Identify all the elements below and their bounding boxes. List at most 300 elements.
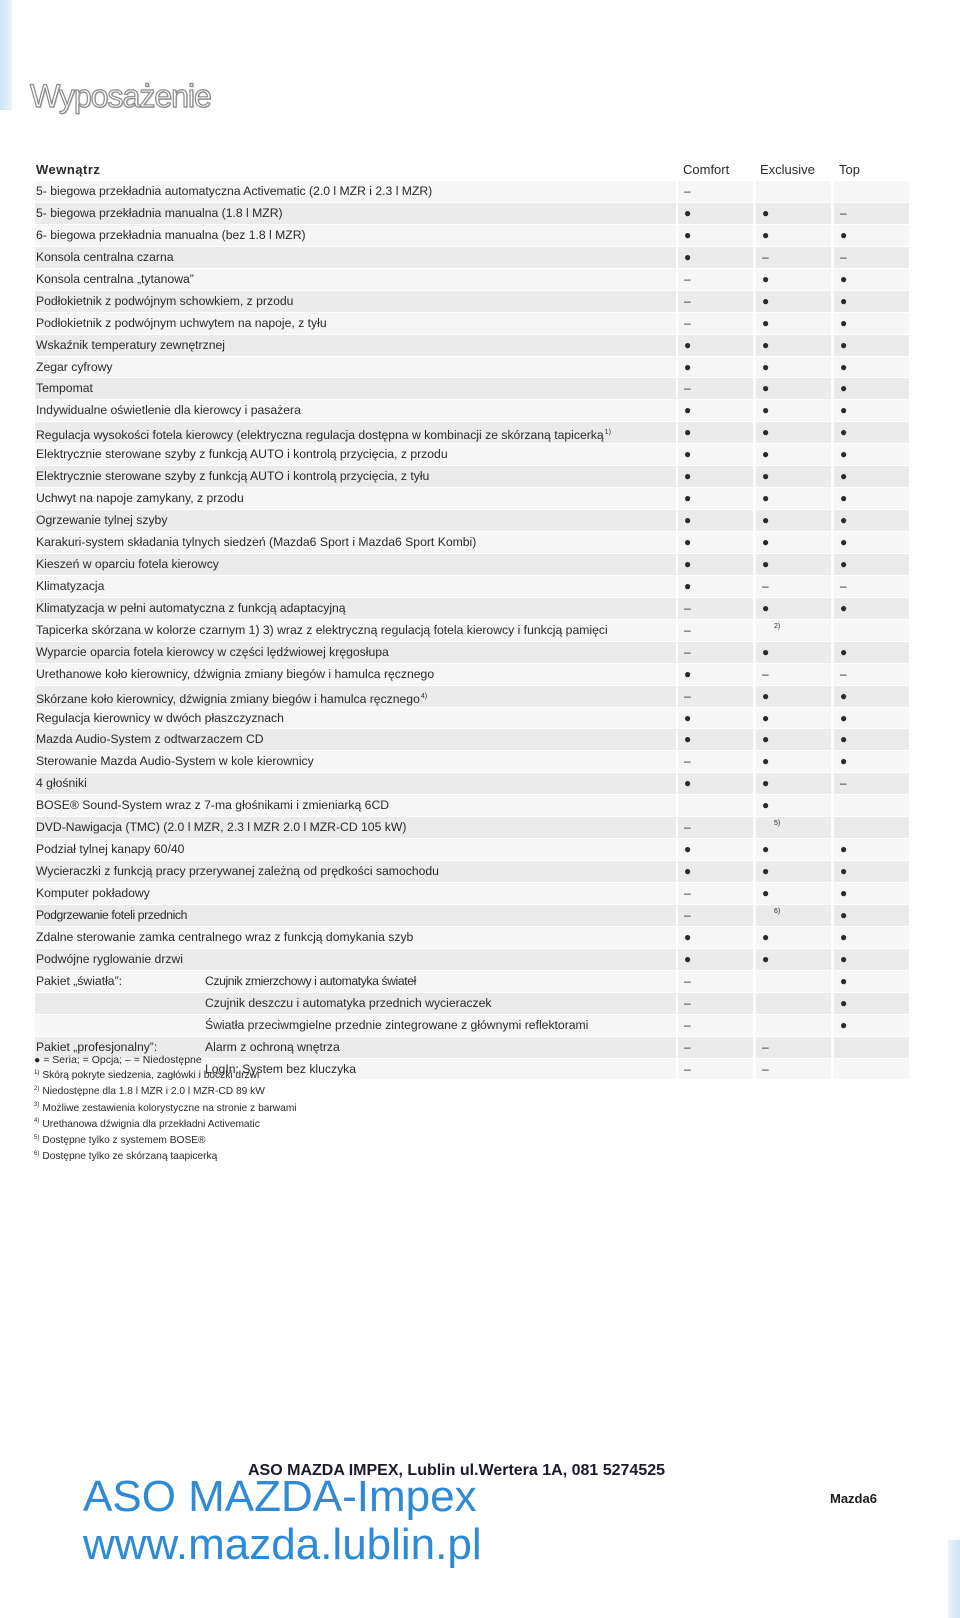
cell-value: ● bbox=[840, 886, 848, 900]
table-row bbox=[28, 949, 940, 971]
cell-value: ● bbox=[762, 951, 770, 966]
dealer-name: ASO MAZDA-Impex bbox=[83, 1472, 477, 1521]
row-label-text: Regulacja wysokości fotela kierowcy (elektryczna regulacja dostępna w kombinacji ze skórzaną tapicerką bbox=[36, 428, 604, 443]
cell-value: – bbox=[684, 271, 691, 286]
cell-value: – bbox=[684, 600, 691, 615]
table-row bbox=[28, 642, 940, 664]
row-label bbox=[35, 927, 676, 949]
cell-comfort bbox=[678, 1037, 753, 1059]
cell-comfort bbox=[678, 773, 753, 795]
cell-comfort bbox=[678, 291, 753, 313]
brand-label: Mazda6 bbox=[830, 1491, 877, 1506]
cell-exclusive bbox=[756, 554, 831, 576]
package-item: Czujnik zmierzchowy i automatyka świateł bbox=[205, 973, 416, 988]
cell-value: ● bbox=[840, 359, 848, 374]
cell-value: ● bbox=[840, 425, 848, 440]
cell-value: ● bbox=[840, 513, 848, 528]
table-row bbox=[28, 993, 940, 1015]
cell-value: – bbox=[840, 249, 847, 264]
cell-exclusive bbox=[756, 576, 831, 598]
row-label-text: BOSE® Sound-System wraz z 7-ma głośnikami i zmieniarką 6CD bbox=[36, 798, 390, 813]
row-label bbox=[35, 335, 676, 357]
cell-value: ● bbox=[840, 864, 848, 879]
cell-value: ● bbox=[840, 644, 848, 659]
cell-comfort bbox=[678, 817, 753, 839]
cell-top bbox=[834, 620, 909, 642]
cell-value: ● bbox=[840, 732, 848, 747]
cell-value: – bbox=[840, 776, 847, 791]
cell-value: – bbox=[684, 886, 691, 900]
cell-comfort bbox=[678, 686, 753, 708]
cell-value: ● bbox=[840, 1017, 848, 1032]
cell-exclusive bbox=[756, 795, 831, 817]
footnote-text: Urethanowa dźwignia dla przekładni Activematic bbox=[42, 1118, 260, 1130]
table-row bbox=[28, 839, 940, 861]
dealer-url-link[interactable]: www.mazda.lublin.pl bbox=[83, 1520, 482, 1569]
cell-value: ● bbox=[684, 205, 692, 220]
cell-value: ● bbox=[762, 644, 770, 659]
cell-top bbox=[834, 905, 909, 927]
cell-value: ● bbox=[762, 864, 770, 879]
cell-value: ● bbox=[762, 381, 770, 396]
cell-value: ● bbox=[684, 513, 692, 528]
table-row bbox=[28, 795, 940, 817]
footnote-text: Skórą pokryte siedzenia, zagłówki i boczki drzwi bbox=[42, 1070, 260, 1082]
cell-exclusive bbox=[756, 225, 831, 247]
row-label-text: Wskaźnik temperatury zewnętrznej bbox=[36, 337, 225, 352]
cell-value: ● bbox=[684, 403, 692, 418]
cell-value: ● bbox=[762, 337, 770, 352]
cell-value: ● bbox=[762, 315, 770, 330]
cell-value: ● bbox=[840, 842, 848, 857]
cell-value: – bbox=[684, 1061, 691, 1076]
cell-top bbox=[834, 598, 909, 620]
row-label-text: 6- biegowa przekładnia manualna (bez 1.8 l MZR) bbox=[36, 227, 306, 242]
cell-comfort bbox=[678, 225, 753, 247]
cell-top bbox=[834, 576, 909, 598]
row-label-text: Kieszeń w oparciu fotela kierowcy bbox=[36, 556, 219, 571]
cell-value: ● bbox=[684, 710, 692, 725]
cell-exclusive bbox=[756, 664, 831, 686]
cell-exclusive bbox=[756, 598, 831, 620]
section-heading: Wewnątrz bbox=[36, 162, 101, 177]
cell-comfort bbox=[678, 247, 753, 269]
table-row bbox=[28, 817, 940, 839]
table-row bbox=[28, 883, 940, 905]
cell-value: ● bbox=[840, 688, 848, 703]
cell-value: ● bbox=[684, 491, 692, 506]
table-row bbox=[28, 422, 940, 444]
cell-value: ● bbox=[840, 293, 848, 308]
cell-value: 5) bbox=[774, 820, 781, 828]
cell-top bbox=[834, 686, 909, 708]
row-label-text: Podgrzewanie foteli przednich bbox=[36, 907, 187, 922]
footnote-text: Dostępne tylko ze skórzaną taapicerką bbox=[42, 1151, 218, 1163]
cell-value: – bbox=[762, 1061, 769, 1076]
cell-value: ● bbox=[762, 227, 770, 242]
cell-value: ● bbox=[684, 425, 692, 440]
cell-value: ● bbox=[684, 666, 692, 681]
cell-top bbox=[834, 357, 909, 379]
cell-comfort bbox=[678, 466, 753, 488]
legend-main: ● = Seria; = Opcja; – = Niedostępne bbox=[34, 1054, 202, 1066]
cell-value: ● bbox=[840, 381, 848, 396]
column-top: Top bbox=[839, 162, 860, 177]
cell-top bbox=[834, 313, 909, 335]
table-row bbox=[28, 729, 940, 751]
row-label bbox=[35, 554, 676, 576]
table-row bbox=[28, 576, 940, 598]
cell-exclusive bbox=[756, 488, 831, 510]
cell-top bbox=[834, 1015, 909, 1037]
cell-value: – bbox=[762, 1039, 769, 1054]
footnote bbox=[34, 1132, 297, 1148]
cell-value: ● bbox=[762, 469, 770, 484]
row-label bbox=[35, 291, 676, 313]
row-label-text: Tempomat bbox=[36, 381, 93, 396]
table-row bbox=[28, 269, 940, 291]
row-label bbox=[35, 203, 676, 225]
row-label-text: Podłokietnik z podwójnym uchwytem na napoje, z tyłu bbox=[36, 315, 327, 330]
row-label bbox=[35, 466, 676, 488]
footnote bbox=[34, 1099, 297, 1115]
package-item: Alarm z ochroną wnętrza bbox=[205, 1039, 340, 1054]
table-row bbox=[28, 488, 940, 510]
cell-value: ● bbox=[762, 447, 770, 462]
row-label bbox=[35, 773, 676, 795]
table-row bbox=[28, 686, 940, 708]
table-row bbox=[28, 203, 940, 225]
cell-comfort bbox=[678, 203, 753, 225]
row-label-text: Urethanowe koło kierownicy, dźwignia zmiany biegów i hamulca ręcznego bbox=[36, 666, 435, 681]
row-label-text: Klimatyzacja w pełni automatyczna z funkcją adaptacyjną bbox=[36, 600, 346, 615]
cell-top bbox=[834, 269, 909, 291]
row-label bbox=[35, 488, 676, 510]
cell-value: ● bbox=[762, 600, 770, 615]
cell-exclusive bbox=[756, 971, 831, 993]
cell-value: ● bbox=[684, 249, 692, 264]
cell-comfort bbox=[678, 839, 753, 861]
table-row bbox=[28, 773, 940, 795]
row-label bbox=[35, 576, 676, 598]
cell-value: ● bbox=[762, 842, 770, 857]
footnote bbox=[34, 1148, 297, 1164]
cell-comfort bbox=[678, 378, 753, 400]
cell-comfort bbox=[678, 488, 753, 510]
row-label-text: Komputer pokładowy bbox=[36, 886, 150, 900]
footnote bbox=[34, 1115, 297, 1131]
cell-value: ● bbox=[684, 447, 692, 462]
cell-value: ● bbox=[762, 425, 770, 440]
row-label bbox=[35, 422, 676, 444]
cell-comfort bbox=[678, 335, 753, 357]
row-label bbox=[35, 817, 676, 839]
cell-value: – bbox=[762, 666, 769, 681]
cell-exclusive bbox=[756, 203, 831, 225]
cell-top bbox=[834, 225, 909, 247]
row-label bbox=[35, 949, 676, 971]
cell-value: ● bbox=[762, 776, 770, 791]
table-row bbox=[28, 181, 940, 203]
cell-value: – bbox=[684, 644, 691, 659]
cell-comfort bbox=[678, 181, 753, 203]
cell-top bbox=[834, 291, 909, 313]
cell-value: ● bbox=[684, 776, 692, 791]
cell-exclusive bbox=[756, 378, 831, 400]
row-label-text: Podział tylnej kanapy 60/40 bbox=[36, 842, 185, 857]
cell-value: – bbox=[840, 578, 847, 593]
row-label bbox=[35, 181, 676, 203]
cell-value: ● bbox=[840, 907, 848, 922]
row-label bbox=[35, 1015, 676, 1037]
cell-top bbox=[834, 444, 909, 466]
cell-top bbox=[834, 181, 909, 203]
cell-comfort bbox=[678, 861, 753, 883]
table-row bbox=[28, 510, 940, 532]
table-row bbox=[28, 861, 940, 883]
cell-value: ● bbox=[840, 754, 848, 769]
cell-top bbox=[834, 510, 909, 532]
cell-value: – bbox=[684, 973, 691, 988]
cell-exclusive bbox=[756, 905, 831, 927]
cell-exclusive bbox=[756, 949, 831, 971]
row-label-text: 4 głośniki bbox=[36, 776, 87, 791]
cell-value: – bbox=[684, 622, 691, 637]
table-row bbox=[28, 554, 940, 576]
cell-value: ● bbox=[762, 886, 770, 900]
cell-value: ● bbox=[840, 995, 848, 1010]
cell-value: – bbox=[684, 907, 691, 922]
cell-exclusive bbox=[756, 400, 831, 422]
cell-value: 6) bbox=[774, 907, 781, 915]
cell-exclusive bbox=[756, 993, 831, 1015]
cell-top bbox=[834, 795, 909, 817]
footnote bbox=[34, 1083, 297, 1099]
cell-value: ● bbox=[762, 754, 770, 769]
cell-exclusive bbox=[756, 927, 831, 949]
cell-top bbox=[834, 532, 909, 554]
cell-exclusive bbox=[756, 1059, 831, 1081]
cell-comfort bbox=[678, 1015, 753, 1037]
footnote-number: 4) bbox=[34, 1118, 40, 1125]
table-row bbox=[28, 708, 940, 730]
row-footnote-mark: 1) bbox=[604, 429, 611, 437]
cell-top bbox=[834, 993, 909, 1015]
cell-value: ● bbox=[762, 403, 770, 418]
cell-value: ● bbox=[684, 337, 692, 352]
cell-value: ● bbox=[840, 491, 848, 506]
table-body bbox=[28, 181, 940, 1080]
cell-value: ● bbox=[684, 535, 692, 549]
cell-value: ● bbox=[840, 337, 848, 352]
cell-top bbox=[834, 1059, 909, 1081]
footnote-text: Możliwe zestawienia kolorystyczne na stronie z barwami bbox=[42, 1102, 297, 1114]
row-label-text: Karakuri-system składania tylnych siedzeń (Mazda6 Sport i Mazda6 Sport Kombi) bbox=[36, 535, 477, 549]
footnote bbox=[34, 1067, 297, 1083]
package-item: LogIn: System bez kluczyka bbox=[205, 1061, 357, 1076]
cell-exclusive bbox=[756, 686, 831, 708]
cell-value: ● bbox=[762, 359, 770, 374]
cell-value: – bbox=[684, 1039, 691, 1054]
cell-value: ● bbox=[684, 578, 692, 593]
row-label bbox=[35, 378, 676, 400]
cell-exclusive bbox=[756, 773, 831, 795]
cell-value: ● bbox=[684, 929, 692, 944]
table-row bbox=[28, 225, 940, 247]
row-label-text: Zegar cyfrowy bbox=[36, 359, 113, 374]
row-label-text: Uchwyt na napoje zamykany, z przodu bbox=[36, 491, 244, 506]
cell-top bbox=[834, 708, 909, 730]
footnote-number: 1) bbox=[34, 1069, 40, 1076]
cell-value: ● bbox=[840, 951, 848, 966]
cell-top bbox=[834, 927, 909, 949]
table-row bbox=[28, 751, 940, 773]
cell-value: ● bbox=[684, 469, 692, 484]
cell-comfort bbox=[678, 642, 753, 664]
row-label bbox=[35, 510, 676, 532]
cell-value: ● bbox=[684, 732, 692, 747]
table-row bbox=[28, 400, 940, 422]
table-row bbox=[28, 247, 940, 269]
footnote-number: 2) bbox=[34, 1085, 40, 1092]
table-row bbox=[28, 532, 940, 554]
cell-top bbox=[834, 422, 909, 444]
table-row bbox=[28, 927, 940, 949]
cell-value: – bbox=[684, 995, 691, 1010]
row-label-text: Klimatyzacja bbox=[36, 578, 105, 593]
row-label-text: Sterowanie Mazda Audio-System w kole kierownicy bbox=[36, 754, 314, 769]
cell-top bbox=[834, 335, 909, 357]
row-label-text: 5- biegowa przekładnia automatyczna Activematic (2.0 l MZR i 2.3 l MZR) bbox=[36, 184, 433, 198]
cell-top bbox=[834, 247, 909, 269]
row-label bbox=[35, 247, 676, 269]
cell-comfort bbox=[678, 620, 753, 642]
cell-comfort bbox=[678, 883, 753, 905]
cell-comfort bbox=[678, 422, 753, 444]
cell-exclusive bbox=[756, 466, 831, 488]
cell-value: – bbox=[684, 293, 691, 308]
cell-value: – bbox=[684, 315, 691, 330]
table-row bbox=[28, 444, 940, 466]
cell-exclusive bbox=[756, 357, 831, 379]
column-exclusive: Exclusive bbox=[760, 162, 815, 177]
cell-top bbox=[834, 883, 909, 905]
cell-comfort bbox=[678, 444, 753, 466]
cell-top bbox=[834, 203, 909, 225]
cell-top bbox=[834, 861, 909, 883]
package-item: Czujnik deszczu i automatyka przednich wycieraczek bbox=[205, 995, 492, 1010]
cell-value: 2) bbox=[774, 622, 781, 630]
cell-top bbox=[834, 466, 909, 488]
table-row bbox=[28, 971, 940, 993]
row-label-text: Pakiet „światła”: bbox=[36, 973, 123, 988]
cell-value: ● bbox=[840, 469, 848, 484]
row-label-text: Ogrzewanie tylnej szyby bbox=[36, 513, 168, 528]
cell-value: ● bbox=[762, 798, 770, 813]
row-label bbox=[35, 642, 676, 664]
row-label-text: Skórzane koło kierownicy, dźwignia zmiany biegów i hamulca ręcznego bbox=[36, 691, 420, 706]
row-label bbox=[35, 993, 676, 1015]
cell-value: ● bbox=[762, 732, 770, 747]
cell-top bbox=[834, 949, 909, 971]
cell-value: ● bbox=[762, 556, 770, 571]
footnote-number: 3) bbox=[34, 1102, 40, 1109]
cell-top bbox=[834, 971, 909, 993]
row-label bbox=[35, 971, 676, 993]
cell-comfort bbox=[678, 357, 753, 379]
footnote-text: Niedostępne dla 1.8 l MZR i 2.0 l MZR-CD 89 kW bbox=[42, 1086, 265, 1098]
cell-value: – bbox=[840, 205, 847, 220]
cell-value: ● bbox=[840, 403, 848, 418]
table-row bbox=[28, 335, 940, 357]
cell-value: – bbox=[840, 666, 847, 681]
cell-comfort bbox=[678, 729, 753, 751]
row-label bbox=[35, 313, 676, 335]
cell-value: ● bbox=[840, 227, 848, 242]
table-row bbox=[28, 905, 940, 927]
cell-value: ● bbox=[684, 842, 692, 857]
cell-value: – bbox=[762, 249, 769, 264]
cell-exclusive bbox=[756, 444, 831, 466]
cell-comfort bbox=[678, 510, 753, 532]
cell-value: ● bbox=[840, 710, 848, 725]
cell-exclusive bbox=[756, 729, 831, 751]
cell-comfort bbox=[678, 971, 753, 993]
cell-top bbox=[834, 1037, 909, 1059]
cell-comfort bbox=[678, 1059, 753, 1081]
cell-top bbox=[834, 554, 909, 576]
cell-value: ● bbox=[762, 271, 770, 286]
row-label bbox=[35, 532, 676, 554]
page-title: Wyposażenie bbox=[30, 78, 211, 114]
cell-value: ● bbox=[840, 271, 848, 286]
table-row bbox=[28, 598, 940, 620]
equipment-table bbox=[28, 157, 940, 1080]
cell-value: – bbox=[684, 1017, 691, 1032]
cell-exclusive bbox=[756, 1015, 831, 1037]
cell-comfort bbox=[678, 927, 753, 949]
cell-exclusive bbox=[756, 1037, 831, 1059]
cell-value: ● bbox=[762, 688, 770, 703]
cell-value: – bbox=[684, 688, 691, 703]
row-label-text: Indywidualne oświetlenie dla kierowcy i pasażera bbox=[36, 403, 301, 418]
left-edge-decoration bbox=[0, 0, 12, 110]
row-label-text: Wyparcie oparcia fotela kierowcy w części lędźwiowej kręgosłupa bbox=[36, 644, 389, 659]
cell-exclusive bbox=[756, 422, 831, 444]
row-label-text: Mazda Audio-System z odtwarzaczem CD bbox=[36, 732, 264, 747]
cell-value: ● bbox=[684, 951, 692, 966]
cell-value: ● bbox=[840, 929, 848, 944]
cell-top bbox=[834, 751, 909, 773]
footnotes bbox=[34, 1067, 297, 1164]
table-header bbox=[28, 157, 940, 181]
cell-comfort bbox=[678, 905, 753, 927]
right-edge-decoration bbox=[948, 1540, 960, 1618]
cell-exclusive bbox=[756, 291, 831, 313]
cell-top bbox=[834, 839, 909, 861]
table-row bbox=[28, 620, 940, 642]
cell-comfort bbox=[678, 554, 753, 576]
cell-exclusive bbox=[756, 510, 831, 532]
row-footnote-mark: 4) bbox=[420, 692, 428, 700]
cell-value: – bbox=[684, 754, 691, 769]
cell-comfort bbox=[678, 664, 753, 686]
cell-value: ● bbox=[840, 535, 848, 549]
cell-top bbox=[834, 400, 909, 422]
cell-top bbox=[834, 488, 909, 510]
cell-value: ● bbox=[762, 710, 770, 725]
cell-comfort bbox=[678, 598, 753, 620]
